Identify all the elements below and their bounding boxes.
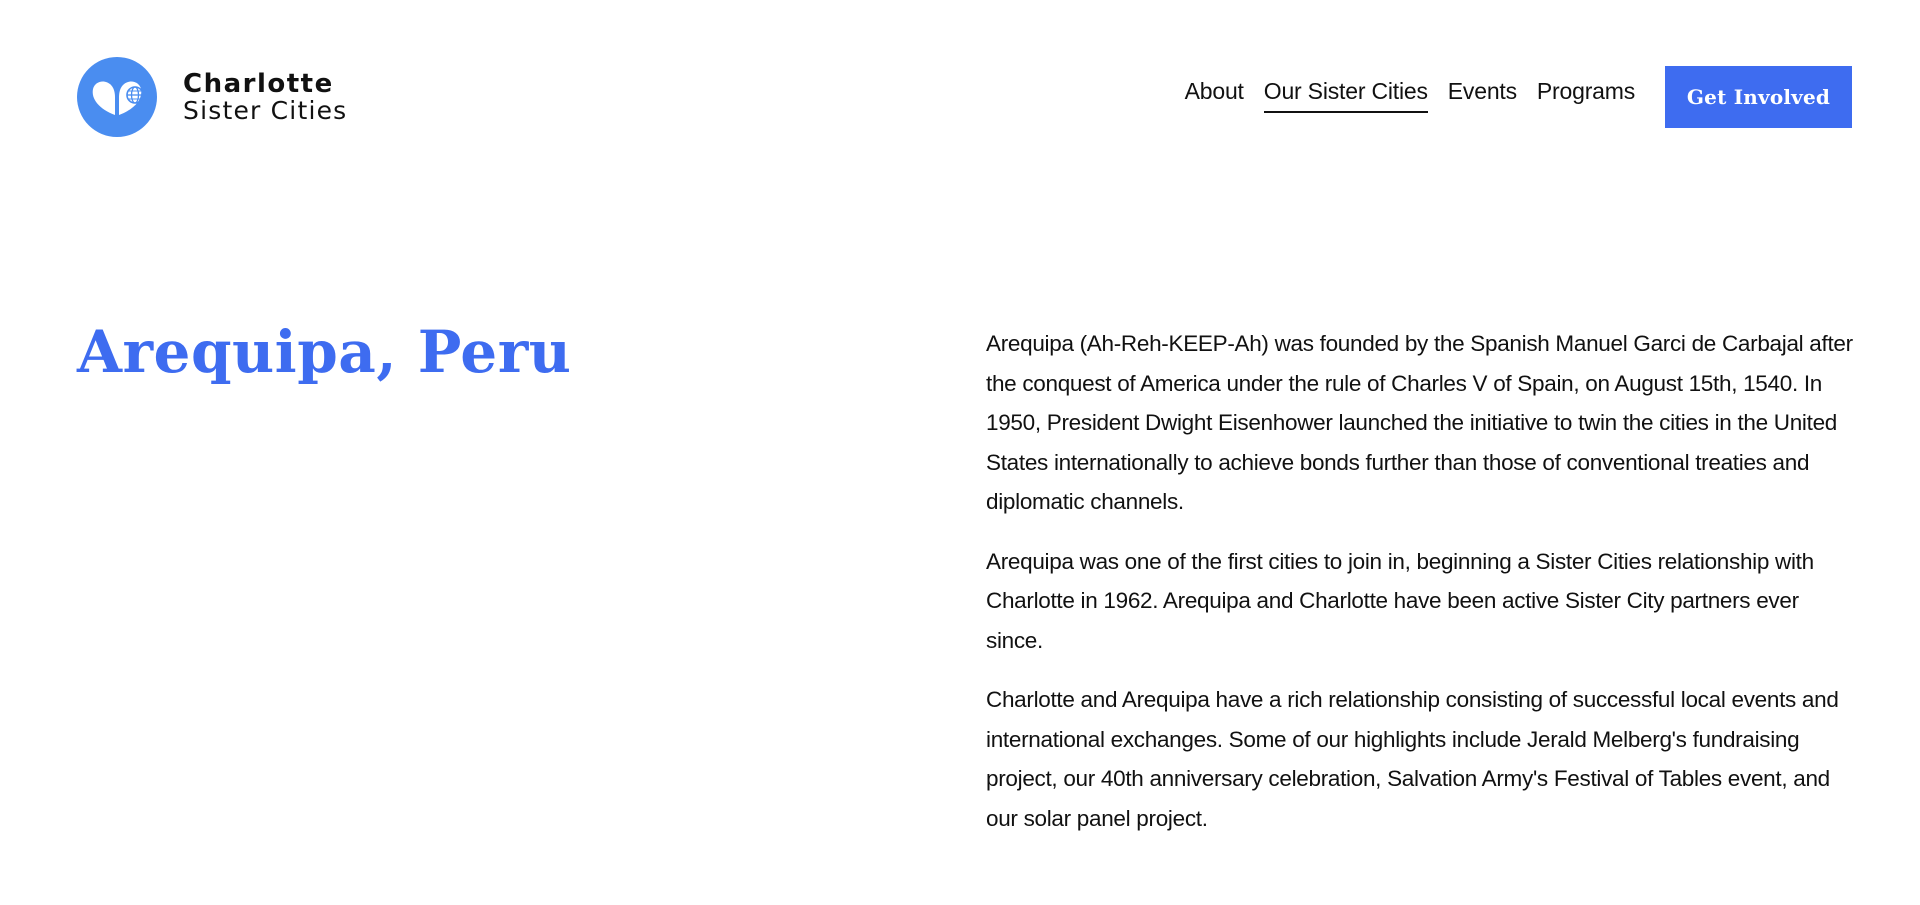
description-paragraph-3: Charlotte and Arequipa have a rich relationship consisting of successful local events and international exchanges. Some of our highlights include Jerald Melberg's fundraising project, our 40th anniversary celebration, Salvation Army's Festival of Tables event, and our solar panel project. [986,687,1839,831]
description-paragraph-1: Arequipa (Ah-Reh-KEEP-Ah) was founded by the Spanish Manuel Garci de Carbajal after the conquest of America under the rule of Charles V of Spain, on August 15th, 1540. In 1950, President Dwight Eisenhower launched the initiative to twin the cities in the United States internationally to achieve bonds further than those of conventional treaties and diplomatic channels. [986,331,1853,514]
nav-item-events[interactable]: Events [1447,78,1517,104]
logo-text-line2: Sister Cities [183,96,348,125]
description-paragraph-2: Arequipa was one of the first cities to join in, beginning a Sister Cities relationship with Charlotte in 1962. Arequipa and Charlotte have been active Sister City partners ever since. [986,548,1814,653]
heart-globe-icon [77,57,157,137]
get-involved-button[interactable]: Get Involved [1665,66,1852,128]
page-title: Arequipa, Peru [77,318,572,386]
city-description [986,324,1856,858]
nav-item-programs[interactable]: Programs [1536,78,1635,104]
site-header [0,0,1920,200]
site-logo-link[interactable] [77,57,347,137]
nav-item-about[interactable]: About [1184,78,1244,104]
main-nav [1185,78,1635,113]
logo-text [183,71,347,123]
nav-item-our-sister-cities[interactable]: Our Sister Cities [1264,78,1428,113]
logo-text-line1: Charlotte [183,69,334,99]
